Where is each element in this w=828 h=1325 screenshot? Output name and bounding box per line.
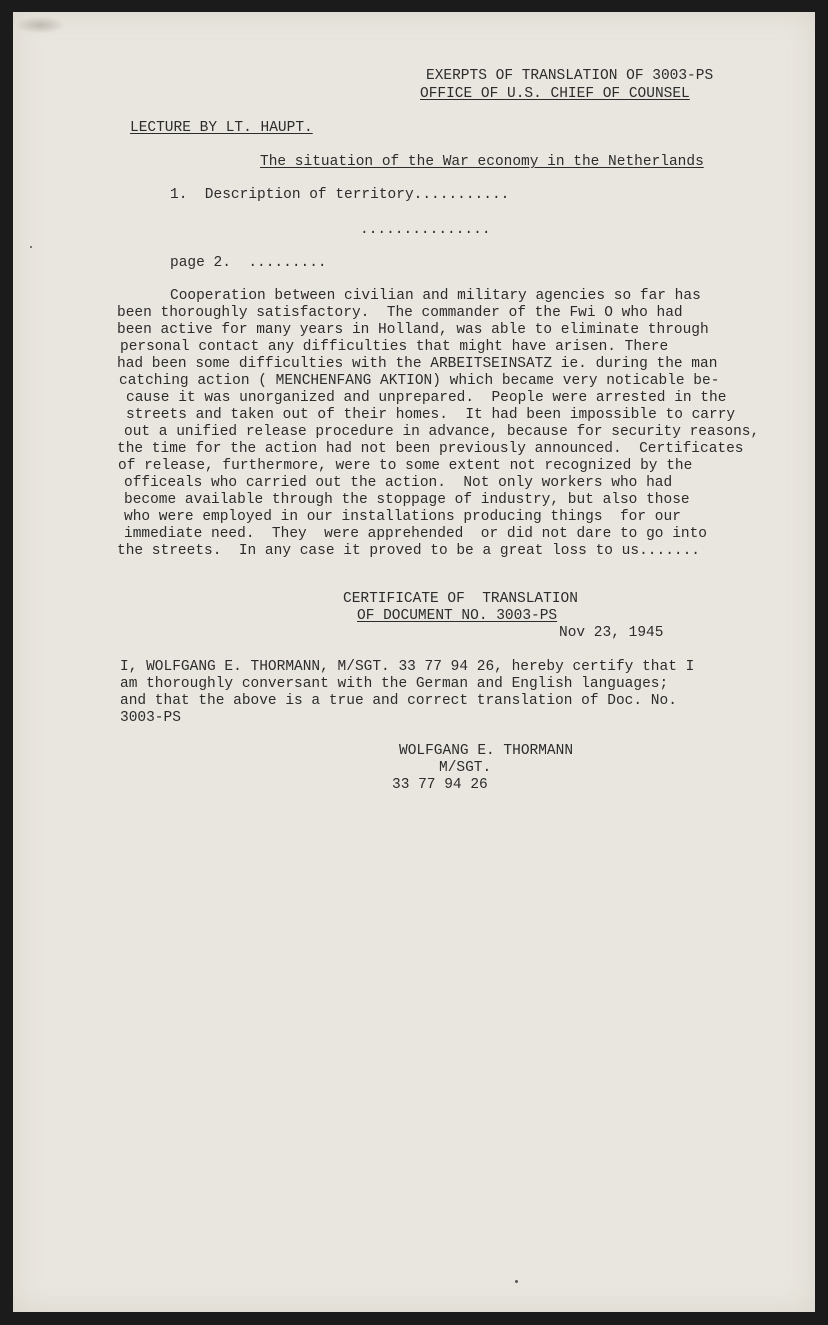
body-line: streets and taken out of their homes. It had been impossible to carry <box>126 407 736 423</box>
certificate-line: and that the above is a true and correct translation of Doc. No. <box>120 693 677 709</box>
subject-line: The situation of the War economy in the Netherlands <box>260 154 704 170</box>
certificate-line: am thoroughly conversant with the German and English languages; <box>120 676 669 692</box>
body-line: cause it was unorganized and unprepared. People were arrested in the <box>126 390 727 406</box>
body-line: out a unified release procedure in advance, because for security reasons, <box>124 424 760 440</box>
paper-smudge <box>15 16 65 34</box>
paper-speck <box>30 246 32 248</box>
certificate-line: I, WOLFGANG E. THORMANN, M/SGT. 33 77 94 26, hereby certify that I <box>120 659 695 675</box>
body-line: been thoroughly satisfactory. The commander of the Fwi O who had <box>117 305 683 321</box>
lecture-body <box>117 288 760 594</box>
document-page <box>13 12 815 1312</box>
signature-rank: M/SGT. <box>439 760 492 776</box>
signature-serial: 33 77 94 26 <box>392 777 488 793</box>
body-line: officeals who carried out the action. Not only workers who had <box>124 475 673 491</box>
body-line: of release, furthermore, were to some extent not recognized by the <box>118 458 693 474</box>
certificate-text <box>120 659 695 761</box>
page-reference: page 2. ......... <box>170 255 327 271</box>
paper-speck <box>515 1280 518 1283</box>
certificate-title-2: OF DOCUMENT NO. 3003-PS <box>357 608 558 624</box>
lecture-title: LECTURE BY LT. HAUPT. <box>130 120 313 136</box>
certificate-line: 3003-PS <box>120 710 181 726</box>
header-line-1: EXERPTS OF TRANSLATION OF 3003-PS <box>426 68 714 84</box>
signature-name: WOLFGANG E. THORMANN <box>399 743 574 759</box>
body-line: Cooperation between civilian and military agencies so far has <box>170 288 701 304</box>
certificate-title-1: CERTIFICATE OF TRANSLATION <box>343 591 578 607</box>
body-line: catching action ( MENCHENFANG AKTION) which became very noticable be- <box>119 373 720 389</box>
body-line: the streets. In any case it proved to be a great loss to us....... <box>117 543 700 559</box>
body-line: personal contact any difficulties that might have arisen. There <box>120 339 669 355</box>
body-line: had been some difficulties with the ARBEITSEINSATZ ie. during the man <box>117 356 718 372</box>
body-line: immediate need. They were apprehended or did not dare to go into <box>124 526 707 542</box>
body-line: become available through the stoppage of industry, but also those <box>124 492 690 508</box>
body-line: been active for many years in Holland, was able to eliminate through <box>117 322 709 338</box>
certificate-date: Nov 23, 1945 <box>559 625 664 641</box>
item-description-of-territory: 1. Description of territory........... <box>170 187 510 203</box>
ellipsis-separator: ............... <box>360 222 491 238</box>
body-line: who were employed in our installations producing things for our <box>124 509 681 525</box>
header-line-2: OFFICE OF U.S. CHIEF OF COUNSEL <box>420 86 690 102</box>
body-line: the time for the action had not been previously announced. Certificates <box>117 441 744 457</box>
